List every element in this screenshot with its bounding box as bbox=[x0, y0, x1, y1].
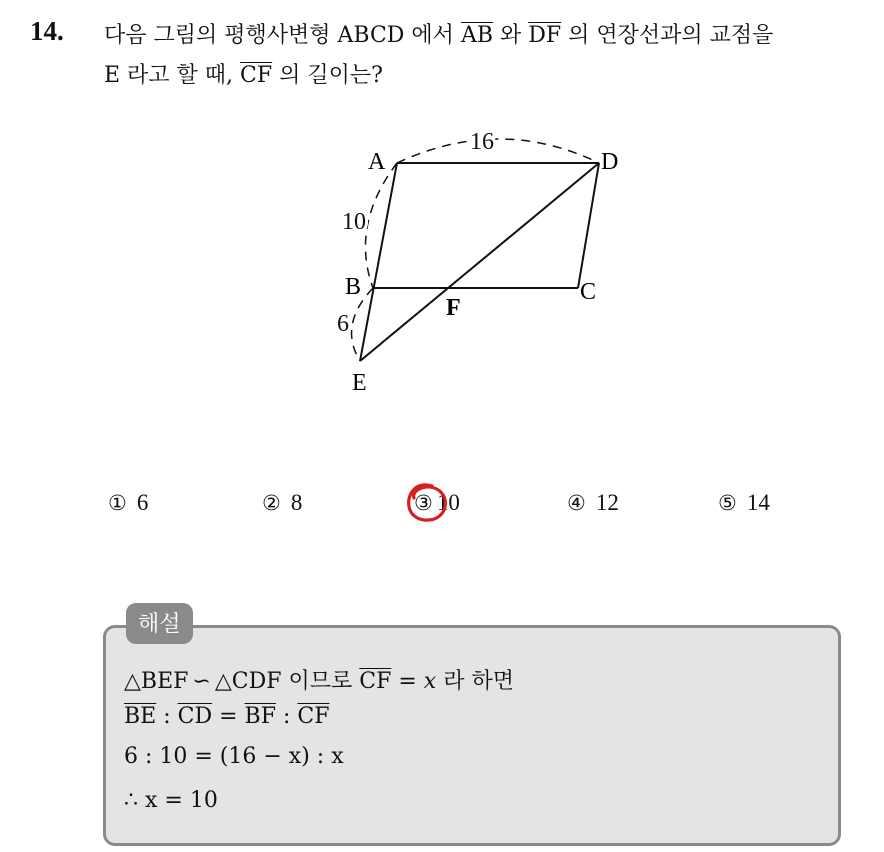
solution-line-3: 6 : 10 = (16 − x) : x bbox=[124, 744, 344, 769]
point-label-e: E bbox=[352, 370, 367, 396]
point-label-b: B bbox=[345, 274, 362, 300]
segment-cf: $\overline{CF}$ bbox=[297, 704, 330, 729]
length-arc-ad bbox=[397, 139, 599, 163]
variable-x: x bbox=[423, 669, 437, 694]
question-text: 와 bbox=[493, 23, 529, 48]
segment-be: $\overline{BE}$ bbox=[124, 704, 157, 729]
choice-4[interactable] bbox=[567, 490, 619, 516]
choice-value: 10 bbox=[436, 490, 460, 515]
choice-value: 6 bbox=[136, 490, 149, 515]
question-text: 의 연장선과의 교점을 bbox=[561, 23, 774, 48]
question-text: 의 길이는? bbox=[272, 63, 383, 88]
solution-text: : bbox=[275, 704, 298, 729]
choice-5[interactable] bbox=[718, 490, 770, 516]
solution-line-2 bbox=[124, 704, 330, 729]
solution-text: 라 하면 bbox=[436, 669, 514, 694]
question-text-line-1 bbox=[104, 18, 773, 49]
choice-mark: ② bbox=[262, 491, 281, 515]
point-label-d: D bbox=[601, 149, 619, 175]
question-text-line-2 bbox=[104, 58, 383, 89]
choice-value: 14 bbox=[746, 490, 770, 515]
triangle-bef: △BEF bbox=[124, 669, 189, 694]
line-de bbox=[360, 163, 599, 361]
segment-cd: $\overline{CD}$ bbox=[177, 704, 213, 729]
solution-text: 이므로 bbox=[281, 669, 360, 694]
choice-1[interactable] bbox=[108, 490, 148, 516]
choice-mark: ④ bbox=[567, 491, 586, 515]
similar-symbol: ∽ bbox=[192, 669, 211, 694]
question-number: 14. bbox=[30, 16, 64, 46]
choice-value: 12 bbox=[595, 490, 619, 515]
point-label-c: C bbox=[580, 279, 597, 305]
solution-line-4: ∴ x = 10 bbox=[124, 788, 218, 813]
point-label-a: A bbox=[368, 149, 386, 175]
question-text: 다음 그림의 평행사변형 ABCD 에서 bbox=[104, 23, 461, 48]
choice-2[interactable] bbox=[262, 490, 302, 516]
length-label-ab: 10 bbox=[342, 209, 366, 235]
side-dc bbox=[578, 163, 599, 288]
length-label-be: 6 bbox=[337, 311, 349, 337]
choice-mark: ③ bbox=[414, 491, 433, 515]
answer-circle-mark bbox=[402, 478, 452, 528]
solution-line-1 bbox=[124, 664, 514, 695]
question-text: E 라고 할 때, bbox=[104, 63, 241, 88]
parallelogram-figure bbox=[300, 115, 640, 405]
segment-ab: $\overline{AB}$ bbox=[460, 23, 493, 48]
choice-mark: ⑤ bbox=[718, 491, 737, 515]
segment-df: $\overline{DF}$ bbox=[528, 23, 562, 48]
solution-text: : bbox=[156, 704, 178, 729]
solution-text: = bbox=[391, 669, 424, 694]
triangle-cdf: △CDF bbox=[214, 669, 282, 694]
length-label-ad: 16 bbox=[470, 129, 494, 155]
solution-text: = bbox=[212, 704, 245, 729]
segment-cf: $\overline{CF}$ bbox=[359, 669, 392, 694]
segment-bf: $\overline{BF}$ bbox=[244, 704, 276, 729]
choice-mark: ① bbox=[108, 491, 127, 515]
solution-tag: 해설 bbox=[126, 603, 193, 644]
point-label-f: F bbox=[446, 295, 461, 321]
segment-cf: $\overline{CF}$ bbox=[240, 63, 273, 88]
choice-value: 8 bbox=[290, 490, 303, 515]
length-arc-ab bbox=[365, 163, 397, 288]
